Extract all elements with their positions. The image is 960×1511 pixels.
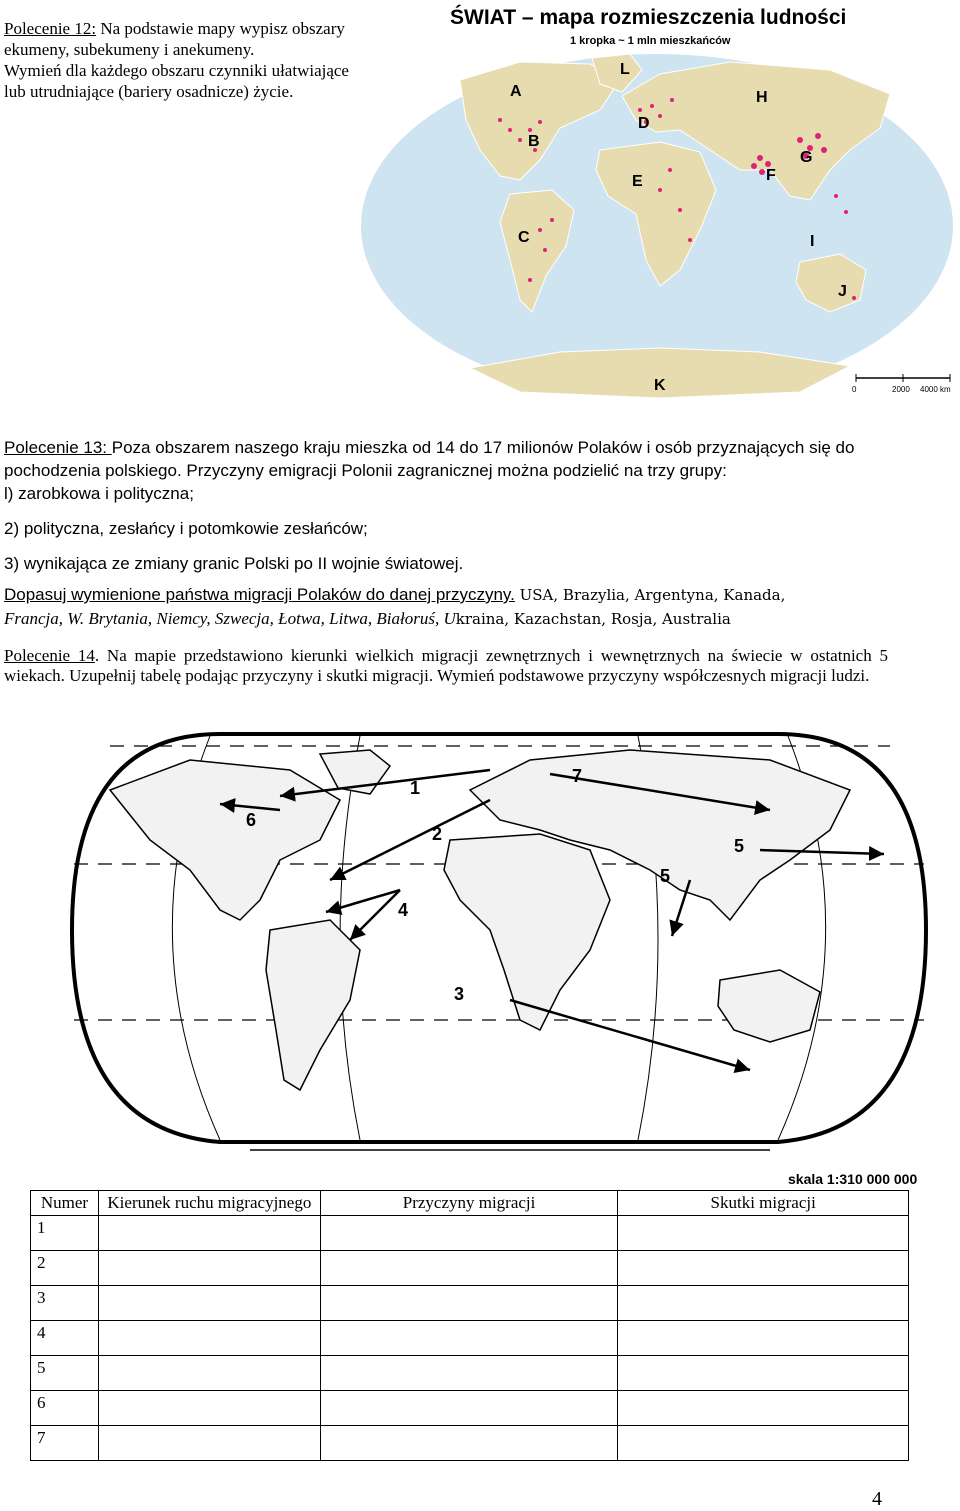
route-label-3: 3	[454, 984, 465, 1004]
migration-table	[30, 1190, 909, 1461]
route-label-1: 1	[410, 778, 421, 798]
task-12-label: Polecenie 12:	[4, 19, 97, 38]
task-13-line-4: 2) polityczna, zesłańcy i potomkowie zesłańców;	[4, 519, 368, 538]
region-label-e: E	[632, 173, 643, 190]
table-row	[31, 1426, 909, 1461]
task-13-line-2: pochodzenia polskiego. Przyczyny emigracji Polonii zagranicznej można podzielić na trzy grupy:	[4, 461, 727, 480]
causes-cell[interactable]	[320, 1391, 618, 1426]
table-row	[31, 1356, 909, 1391]
row-number: 2	[31, 1251, 99, 1286]
task-12-text-1: Na podstawie mapy wypisz obszary	[96, 19, 345, 38]
region-label-h: H	[756, 89, 768, 106]
region-label-k: K	[654, 377, 666, 394]
causes-cell[interactable]	[320, 1356, 618, 1391]
map-scale-bar	[852, 374, 951, 394]
route-label-6: 6	[246, 810, 257, 830]
population-map-subtitle: 1 kropka ~ 1 mln mieszkańców	[570, 35, 731, 47]
map2-scale-label: skala 1:310 000 000	[788, 1171, 918, 1187]
row-number: 1	[31, 1216, 99, 1251]
row-number: 3	[31, 1286, 99, 1321]
direction-cell[interactable]	[98, 1391, 320, 1426]
header-number: Numer	[31, 1191, 99, 1216]
table-row	[31, 1391, 909, 1426]
header-direction: Kierunek ruchu migracyjnego	[98, 1191, 320, 1216]
region-label-a: A	[510, 83, 522, 100]
route-label-4: 4	[398, 900, 409, 920]
route-label-2: 2	[432, 824, 443, 844]
task-12	[4, 18, 414, 102]
effects-cell[interactable]	[618, 1391, 909, 1426]
effects-cell[interactable]	[618, 1286, 909, 1321]
causes-cell[interactable]	[320, 1251, 618, 1286]
region-label-l: L	[620, 61, 630, 78]
region-label-c: C	[518, 229, 530, 246]
table-row	[31, 1251, 909, 1286]
region-label-d: D	[638, 115, 650, 132]
direction-cell[interactable]	[98, 1356, 320, 1391]
causes-cell[interactable]	[320, 1321, 618, 1356]
direction-cell[interactable]	[98, 1251, 320, 1286]
task-13-countries-a: USA, Brazylia, Argentyna, Kanada,	[514, 586, 786, 604]
row-number: 5	[31, 1356, 99, 1391]
route-label-7: 7	[572, 766, 583, 786]
route-label-5a: 5	[660, 866, 671, 886]
task-14	[4, 646, 888, 686]
effects-cell[interactable]	[618, 1251, 909, 1286]
migration-map	[70, 730, 928, 1190]
causes-cell[interactable]	[320, 1216, 618, 1251]
region-label-f: F	[766, 167, 776, 184]
population-map	[360, 0, 958, 402]
task-13-line-5: 3) wynikająca ze zmiany granic Polski po II wojnie światowej.	[4, 554, 464, 573]
region-label-i: I	[810, 233, 815, 250]
scale-label-4000: 4000 km	[920, 385, 951, 394]
page-number: 4	[872, 1488, 882, 1510]
header-causes: Przyczyny migracji	[320, 1191, 618, 1216]
header-effects: Skutki migracji	[618, 1191, 909, 1216]
region-label-j: J	[838, 283, 847, 300]
task-13-countries-italic: Francja, W. Brytania, Niemcy, Szwecja, Łotwa, Litwa, Białoruś, U	[4, 609, 456, 628]
causes-cell[interactable]	[320, 1426, 618, 1461]
row-number: 7	[31, 1426, 99, 1461]
task-13-line-3: l) zarobkowa i polityczna;	[4, 484, 194, 503]
region-label-b: B	[528, 133, 540, 150]
task-13-label: Polecenie 13:	[4, 438, 112, 457]
direction-cell[interactable]	[98, 1216, 320, 1251]
effects-cell[interactable]	[618, 1216, 909, 1251]
scale-label-0: 0	[852, 385, 857, 394]
causes-cell[interactable]	[320, 1286, 618, 1321]
task-13	[4, 436, 954, 631]
effects-cell[interactable]	[618, 1321, 909, 1356]
task-14-text: . Na mapie przedstawiono kierunki wielkich migracji zewnętrznych i wewnętrznych na świecie w ostatnich 5 wiekach. Uzupełnij tabelę podając przyczyny i skutki migracji. Wymień podstawowe przyczyny współczesnych migracji ludzi.	[4, 646, 889, 685]
table-header-row	[31, 1191, 909, 1216]
effects-cell[interactable]	[618, 1426, 909, 1461]
table-row	[31, 1216, 909, 1251]
effects-cell[interactable]	[618, 1356, 909, 1391]
task-13-countries-rest: kraina, Kazachstan, Rosja, Australia	[455, 610, 731, 628]
direction-cell[interactable]	[98, 1286, 320, 1321]
route-label-5b: 5	[734, 836, 745, 856]
task-14-label: Polecenie 14	[4, 646, 95, 665]
scale-label-2000: 2000	[892, 385, 910, 394]
task-12-text-3: Wymień dla każdego obszaru czynniki ułatwiające	[4, 61, 349, 80]
task-12-text-2: ekumeny, subekumeny i anekumeny.	[4, 40, 255, 59]
direction-cell[interactable]	[98, 1321, 320, 1356]
region-label-g: G	[800, 149, 813, 166]
table-row	[31, 1286, 909, 1321]
row-number: 4	[31, 1321, 99, 1356]
direction-cell[interactable]	[98, 1426, 320, 1461]
population-map-title: ŚWIAT – mapa rozmieszczenia ludności	[450, 6, 847, 29]
table-row	[31, 1321, 909, 1356]
task-13-line-1: Poza obszarem naszego kraju mieszka od 14 do 17 milionów Polaków i osób przyznających się do	[111, 438, 855, 457]
task-13-instruction: Dopasuj wymienione państwa migracji Polaków do danej przyczyny.	[4, 585, 515, 604]
row-number: 6	[31, 1391, 99, 1426]
task-12-text-4: lub utrudniające (bariery osadnicze) życie.	[4, 82, 294, 101]
